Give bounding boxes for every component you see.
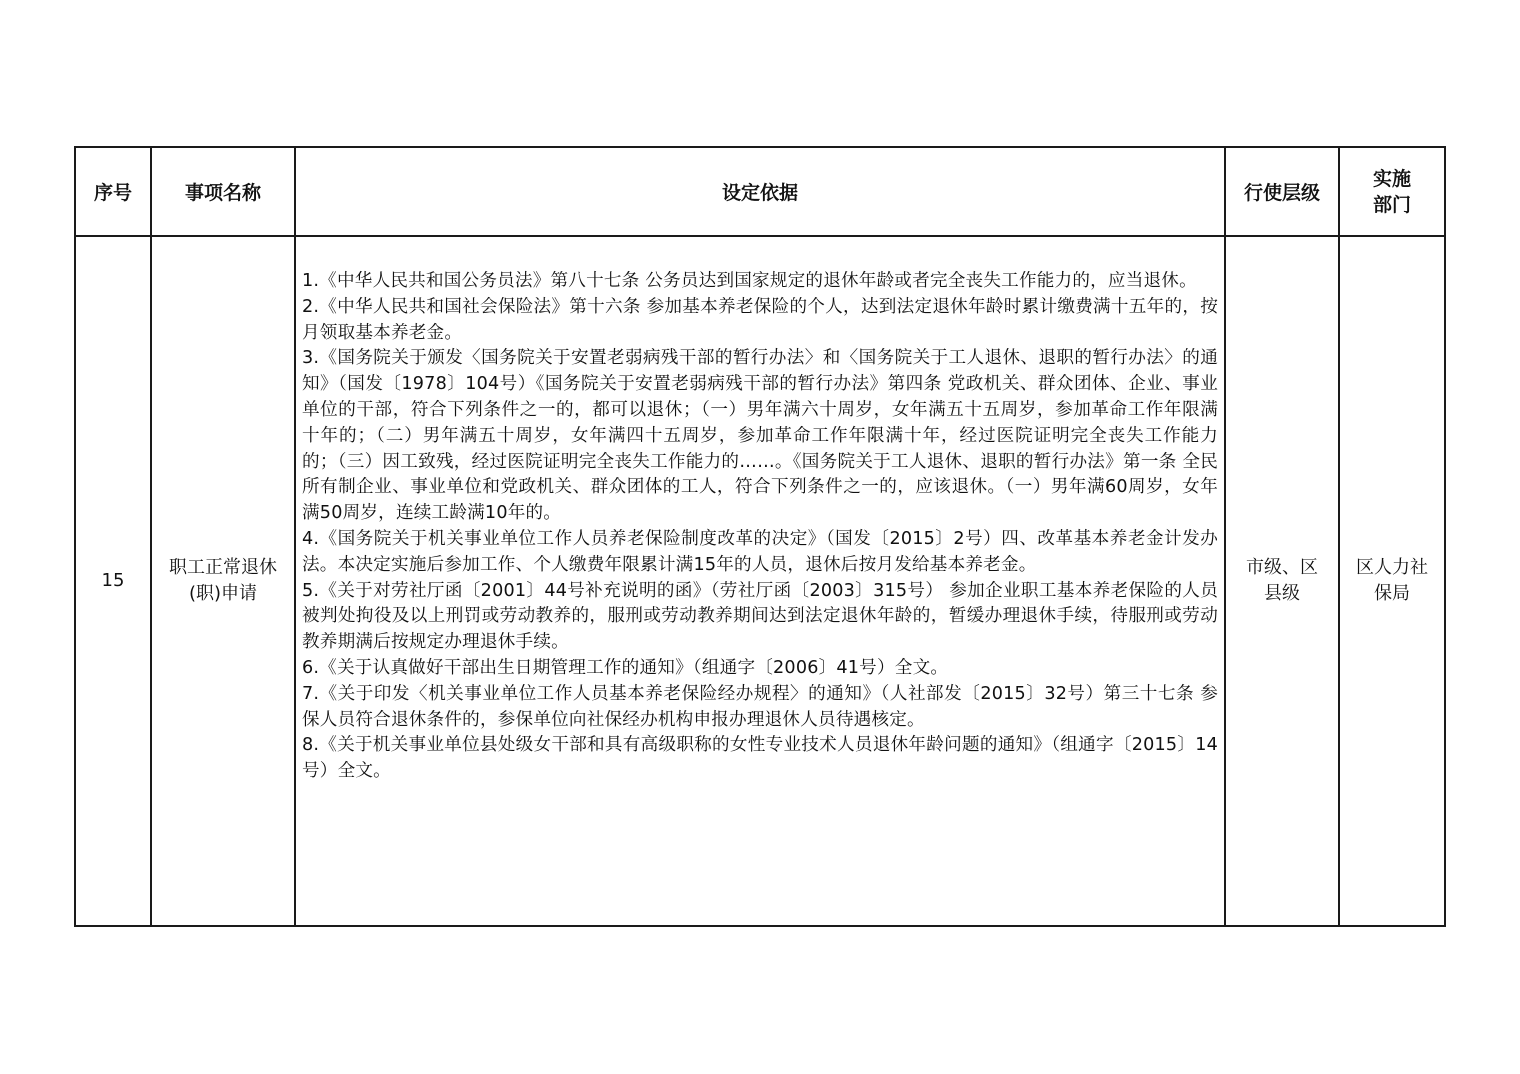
- basis-paragraph-1: 1.《中华人民共和国公务员法》第八十七条 公务员达到国家规定的退休年龄或者完全丧失工作能力的，应当退休。: [302, 271, 1197, 291]
- row-item-name-line1: 职工正常退休: [169, 557, 277, 578]
- row-seq: 15: [75, 236, 151, 926]
- header-seq: 序号: [75, 147, 151, 236]
- header-dept: [1339, 147, 1445, 236]
- row-item-name: [151, 236, 295, 926]
- row-dept-line1: 区人力社: [1356, 557, 1428, 578]
- row-dept-line2: 保局: [1374, 583, 1410, 604]
- basis-paragraph-5: 5.《关于对劳社厅函〔2001〕44号补充说明的函》（劳社厅函〔2003〕315号） 参加企业职工基本养老保险的人员被判处拘役及以上刑罚或劳动教养的，服刑或劳动教养期间达到法定退休年龄的，暂缓办理退休手续，待服刑或劳动教养期满后按规定办理退休手续。: [302, 580, 1218, 653]
- row-item-name-line2: (职)申请: [188, 583, 258, 604]
- row-dept: [1339, 236, 1445, 926]
- header-row: [75, 147, 1445, 236]
- row-basis: [295, 236, 1225, 926]
- row-level-line1: 市级、区: [1246, 557, 1318, 578]
- basis-paragraph-6: 6.《关于认真做好干部出生日期管理工作的通知》（组通字〔2006〕41号）全文。: [302, 657, 949, 678]
- basis-paragraph-2: 2.《中华人民共和国社会保险法》第十六条 参加基本养老保险的个人，达到法定退休年龄时累计缴费满十五年的，按月领取基本养老金。: [302, 296, 1218, 343]
- header-item-name: 事项名称: [151, 147, 295, 236]
- row-level-line2: 县级: [1264, 583, 1300, 604]
- basis-paragraph-8: 8.《关于机关事业单位县处级女干部和具有高级职称的女性专业技术人员退休年龄问题的通知》（组通字〔2015〕14号）全文。: [302, 735, 1218, 782]
- table-row: [75, 236, 1445, 926]
- row-level: [1225, 236, 1339, 926]
- header-dept-line2: 部门: [1372, 193, 1411, 216]
- header-basis: 设定依据: [295, 147, 1225, 236]
- basis-paragraph-7: 7.《关于印发〈机关事业单位工作人员基本养老保险经办规程〉的通知》（人社部发〔2015〕32号）第三十七条 参保人员符合退休条件的，参保单位向社保经办机构申报办理退休人员待遇核定。: [302, 683, 1218, 730]
- policy-table: [74, 146, 1446, 927]
- basis-paragraph-4: 4.《国务院关于机关事业单位工作人员养老保险制度改革的决定》（国发〔2015〕2号）四、改革基本养老金计发办法。本决定实施后参加工作、个人缴费年限累计满15年的人员，退休后按月发给基本养老金。: [302, 528, 1218, 575]
- basis-paragraph-3: 3.《国务院关于颁发〈国务院关于安置老弱病残干部的暂行办法〉和〈国务院关于工人退休、退职的暂行办法〉的通知》（国发〔1978〕104号）《国务院关于安置老弱病残干部的暂行办法》第四条 党政机关、群众团体、企业、事业单位的干部，符合下列条件之一的，都可以退休；（一）男年满六十周岁，女年满五十五周岁，参加革命工作年限满十年的；（二）男年满五十周岁，女年满四十五周岁，参加革命工作年限满十年，经过医院证明完全丧失工作能力的；（三）因工致残，经过医院证明完全丧失工作能力的……。《国务院关于工人退休、退职的暂行办法》第一条 全民所有制企业、事业单位和党政机关、群众团体的工人，符合下列条件之一的，应该退休。（一）男年满60周岁，女年满50周岁，连续工龄满10年的。: [302, 348, 1218, 524]
- header-dept-line1: 实施: [1372, 167, 1411, 190]
- header-level: 行使层级: [1225, 147, 1339, 236]
